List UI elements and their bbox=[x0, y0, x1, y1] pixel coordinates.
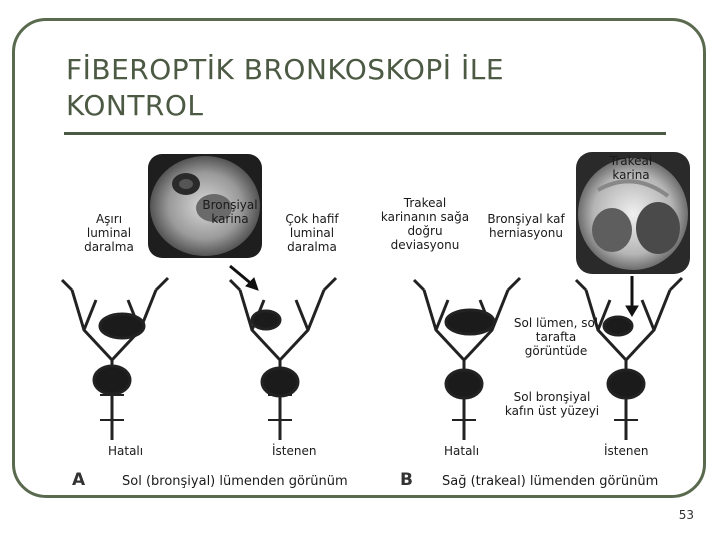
label-trakeal-karina-deviasyon: Trakeal karinanın sağa doğru deviasyonu bbox=[380, 196, 470, 252]
label-sol-lumen: Sol lümen, sol tarafta görüntüde bbox=[513, 316, 599, 358]
label-b-hatali: Hatalı bbox=[444, 444, 480, 458]
arrow-icon bbox=[626, 276, 638, 316]
slide-title: FİBEROPTİK BRONKOSKOPİ İLE KONTROL bbox=[66, 53, 505, 122]
label-b-istenen: İstenen bbox=[604, 444, 649, 458]
caption-a: Sol (bronşiyal) lümenden görünüm bbox=[122, 474, 348, 489]
label-a-istenen: İstenen bbox=[272, 444, 317, 458]
label-trakeal-karina: Trakeal karina bbox=[609, 154, 653, 182]
label-a-hatali: Hatalı bbox=[108, 444, 144, 458]
arrow-icon bbox=[230, 266, 258, 290]
tree-diagram-a-wrong bbox=[62, 278, 168, 440]
caption-b: Sağ (trakeal) lümenden görünüm bbox=[442, 474, 659, 489]
label-kaf-ust-yuzey: Sol bronşiyal kafın üst yüzeyi bbox=[504, 390, 600, 418]
panel-letter-b: B bbox=[400, 470, 413, 490]
label-kaf-herniasyon: Bronşiyal kaf herniasyonu bbox=[487, 212, 565, 240]
label-cok-hafif-daralma: Çok hafif luminal daralma bbox=[285, 212, 339, 254]
label-asiri-daralma: Aşırı luminal daralma bbox=[84, 212, 134, 254]
panel-letter-a: A bbox=[72, 470, 86, 490]
label-bronsiyal-karina: Bronşiyal karina bbox=[202, 198, 258, 226]
page-number: 53 bbox=[678, 508, 694, 522]
tree-diagram-a-correct bbox=[230, 278, 336, 440]
